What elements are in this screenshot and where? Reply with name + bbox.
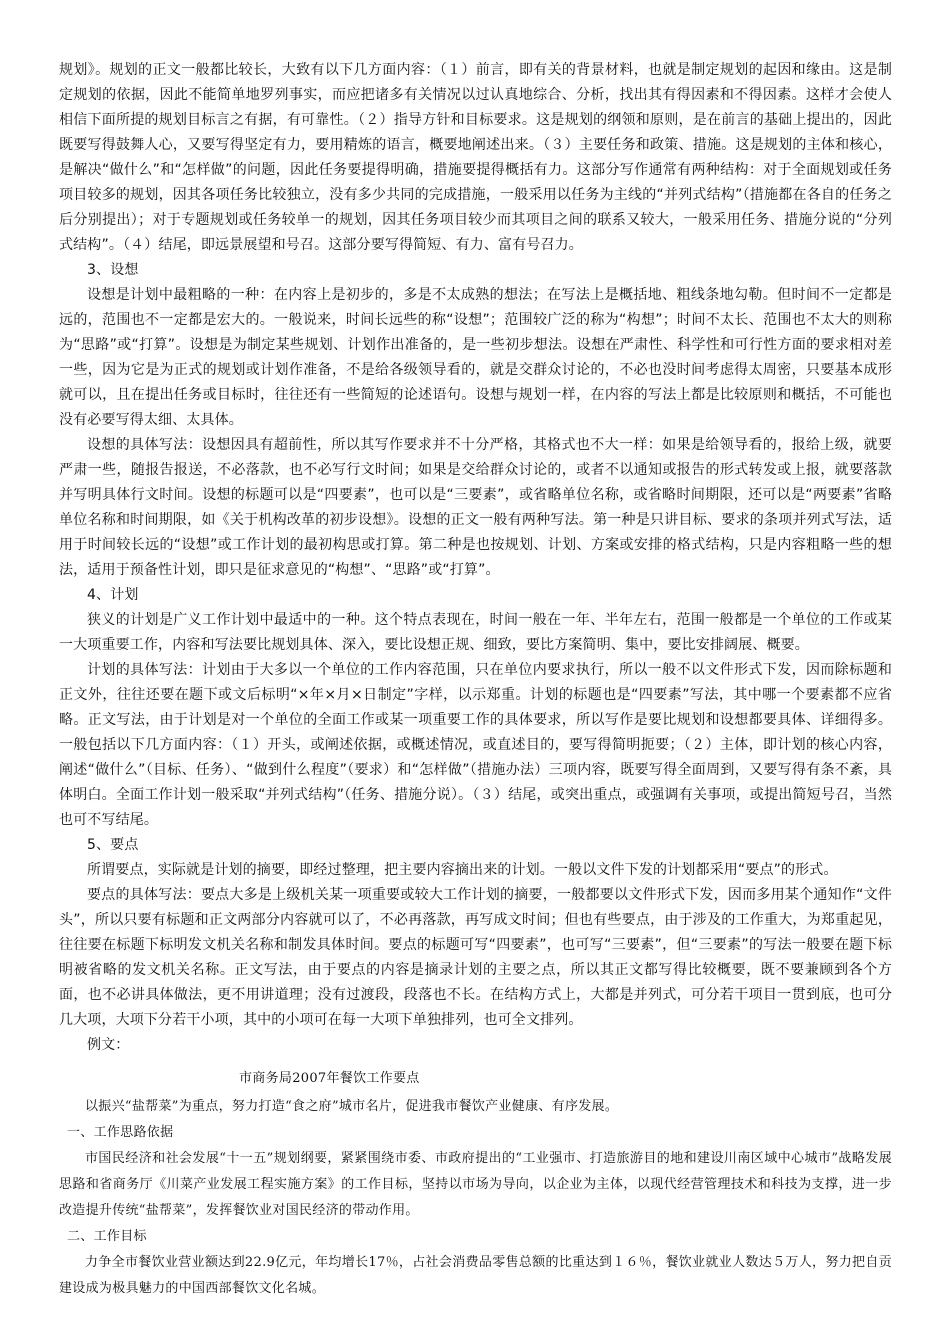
example-section-body-2: 力争全市餐饮业营业额达到22.9亿元，年均增长17％，占社会消费品零售总额的比重达到１６％，餐饮业就业人数达５万人，努力把自贡建设成为极具魅力的中国西部餐饮文化名城。 xyxy=(59,1255,892,1296)
document-page xyxy=(59,58,892,1302)
example-label: 例文： xyxy=(87,1037,130,1053)
intro-paragraph: 规划》。规划的正文一般都比较长，大致有以下几方面内容：（１）前言，即有关的背景材料，也就是制定规划的起因和缘由。这是制定规划的依据，因此不能简单地罗列事实，而应把诸多有关情况以过认真地综合、分析，找出其有得因素和不得因素。这样才会使人相信下面所提的规划目标言之有据，有可靠性。（２）指导方针和目标要求。这是规划的纲领和原则，是在前言的基础上提出的，因此既要写得鼓舞人心，又要写得坚定有力，要用精炼的语言，概要地阐述出来。（３）主要任务和政策、措施。这是规划的主体和核心，是解决“做什么”和“怎样做”的问题，因此任务要提得明确，措施要提得概括有力。这部分写作通常有两种结构：对于全面规划或任务项目较多的规划，因其各项任务比较独立，没有多少共同的完成措施，一般采用以任务为主线的“并列式结构”（措施都在各自的任务之后分别提出）；对于专题规划或任务较单一的规划，因其任务项目较少而其项目之间的联系又较大，一般采用任务、措施分说的“分列式结构”。（４）结尾，即远景展望和号召。这部分要写得简短、有力、富有号召力。 xyxy=(59,62,892,253)
section-heading-jihua: 4、计划 xyxy=(87,587,139,603)
shexiang-paragraph-1: 设想是计划中最粗略的一种：在内容上是初步的，多是不太成熟的想法；在写法上是概括地、粗线条地勾勒。但时间不一定都是远的，范围也不一定都是宏大的。一般说来，时间长远些的称“设想”；范围较广泛的称为“构想”；时间不太长、范围也不太大的则称为“思路”或“打算”。设想是为制定某些规划、计划作出准备的，是一些初步想法。设想在严肃性、科学性和可行性方面的要求相对差一些，因为它是为正式的规划或计划作准备，不是给各级领导看的，就是交群众讨论的，不必也没时间考虑得太周密，只要基本成形就可以，且在提出任务或目标时，往往还有一些简短的论述语句。设想与规划一样，在内容的写法上都是比较原则和概括，不可能也没有必要写得太细、太具体。 xyxy=(59,287,892,428)
example-section-body-1: 市国民经济和社会发展“十一五”规划纲要，紧紧围绕市委、市政府提出的“工业强市、打造旅游目的地和建设川南区域中心城市”战略发展思路和省商务厅《川菜产业发展工程实施方案》的工作目标，坚持以市场为导向，以企业为主体，以现代经营管理技术和科技为支撑，进一步改造提升传统“盐帮菜”，发挥餐饮业对国民经济的带动作用。 xyxy=(59,1151,892,1218)
example-section-heading-1: 一、工作思路依据 xyxy=(67,1125,174,1140)
example-title: 市商务局2007年餐饮工作要点 xyxy=(239,1071,420,1086)
shexiang-paragraph-2: 设想的具体写法：设想因具有超前性，所以其写作要求并不十分严格，其格式也不大一样：如果是给领导看的，报给上级，就要严肃一些，随报告报送，不必落款，也不必写行文时间；如果是交给群众讨论的，或者不以通知或报告的形式转发或上报，就要落款并写明具体行文时间。设想的标题可以是“四要素”，也可以是“三要素”，或省略单位名称，或省略时间期限，还可以是“两要素”省略单位名称和时间期限，如《关于机构改革的初步设想》。设想的正文一般有两种写法。第一种是只讲目标、要求的条项并列式写法，适用于时间较长远的“设想”或工作计划的最初构思或打算。第二种是也按规划、计划、方案或安排的格式结构，只是内容粗略一些的想法，适用于预备性计划，即只是征求意见的“构想”、“思路”或“打算”。 xyxy=(59,437,892,578)
section-heading-shexiang: 3、设想 xyxy=(87,262,139,278)
example-section-heading-2: 二、工作目标 xyxy=(67,1229,147,1244)
jihua-paragraph-1: 狭义的计划是广义工作计划中最适中的一种。这个特点表现在，时间一般在一年、半年左右，范围一般都是一个单位的工作或某一大项重要工作，内容和写法要比规划具体、深入，要比设想正规、细致，要比方案简明、集中，要比安排阔展、概要。 xyxy=(59,612,892,653)
section-heading-yaodian: 5、要点 xyxy=(87,837,139,853)
example-document xyxy=(59,1066,892,1302)
jihua-paragraph-2: 计划的具体写法：计划由于大多以一个单位的工作内容范围，只在单位内要求执行，所以一般不以文件形式下发，因而除标题和正文外，往往还要在题下或文后标明“×年×月×日制定”字样，以示郑重。计划的标题也是“四要素”写法，其中哪一个要素都不应省略。正文写法，由于计划是对一个单位的全面工作或某一项重要工作的具体要求，所以写作是要比规划和设想都要具体、详细得多。一般包括以下几方面内容：（１）开头，或阐述依据，或概述情况，或直述目的，要写得简明扼要；（２）主体，即计划的核心内容，阐述“做什么”（目标、任务）、“做到什么程度”（要求）和“怎样做”（措施办法）三项内容，既要写得全面周到，又要写得有条不紊，具体明白。全面工作计划一般采取“并列式结构”（任务、措施分说）。（３）结尾，或突出重点，或强调有关事项，或提出简短号召，当然也可不写结尾。 xyxy=(59,662,892,828)
yaodian-paragraph-2: 要点的具体写法：要点大多是上级机关某一项重要或较大工作计划的摘要，一般都要以文件形式下发，因而多用某个通知作“文件头”，所以只要有标题和正文两部分内容就可以了，不必再落款，再写成文时间；但也有些要点，由于涉及的工作重大，为郑重起见，往往要在标题下标明发文机关名称和制发具体时间。要点的标题可写“四要素”，也可写“三要素”，但“三要素”的写法一般要在题下标明被省略的发文机关名称。正文写法，由于要点的内容是摘录计划的主要之点，所以其正文都写得比较概要，既不要兼顾到各个方面，也不必讲具体做法，更不用讲道理；没有过渡段，段落也不长。在结构方式上，大都是并列式，可分若干项目一贯到底，也可分几大项，大项下分若干小项，其中的小项可在每一大项下单独排列，也可全文排列。 xyxy=(59,887,892,1028)
yaodian-paragraph-1: 所谓要点，实际就是计划的摘要，即经过整理，把主要内容摘出来的计划。一般以文件下发的计划都采用“要点”的形式。 xyxy=(87,862,838,878)
example-intro: 以振兴“盐帮菜”为重点，努力打造“食之府”城市名片，促进我市餐饮产业健康、有序发展。 xyxy=(85,1099,619,1114)
